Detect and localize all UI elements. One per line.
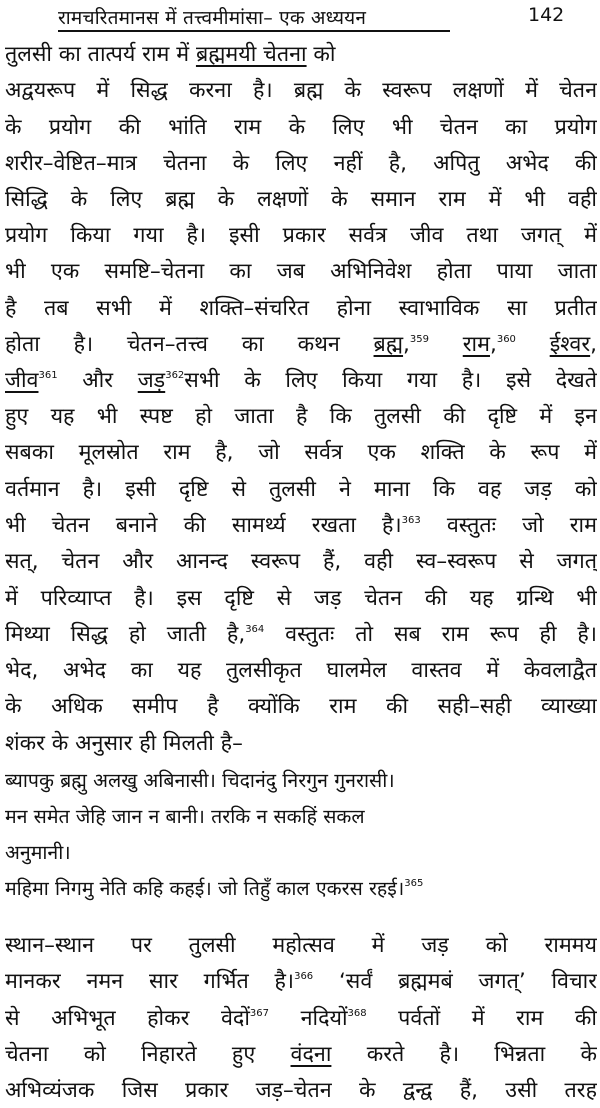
text-segment: , [590, 332, 597, 357]
text-segment: भी एक समष्टि–चेतना का जब अभिनिवेश होता पाया जाता [5, 259, 597, 284]
verse-line [5, 872, 597, 906]
text-line [5, 545, 597, 579]
text-line [5, 147, 597, 181]
text-line [5, 1074, 597, 1108]
text-line [5, 473, 597, 507]
footnote-ref: 361 [38, 370, 58, 381]
text-line [5, 255, 597, 289]
footnote-ref: 363 [401, 515, 421, 526]
footnote-ref: 364 [245, 624, 265, 635]
footnote-ref: 362 [165, 370, 185, 381]
underlined-term: राम [462, 332, 490, 357]
text-line [5, 1038, 597, 1072]
text-line [5, 400, 597, 434]
text-segment: ब्यापकु ब्रह्मु अलखु अबिनासी। चिदानंदु निरगुन गुनरासी। [5, 769, 395, 792]
text-line [5, 582, 597, 616]
text-segment: शरीर–वेष्टित–मात्र चेतना के लिए नहीं है, अपितु अभेद की [5, 151, 597, 176]
text-segment: ‘सर्वं ब्रह्ममबं जगत्’ विचार [313, 969, 597, 994]
footnote-ref: 365 [404, 878, 424, 889]
text-segment: पर्वतों में राम की [366, 1006, 597, 1031]
text-segment: अनुमानी। [5, 841, 71, 864]
page-header [0, 0, 600, 34]
text-segment: के अधिक समीप है क्योंकि राम की सही–सही व्याख्या [5, 694, 597, 719]
text-line [5, 328, 597, 362]
text-line [5, 111, 597, 145]
text-segment: वस्तुतः तो सब राम रूप ही है। [264, 622, 597, 647]
text-segment: स्थान–स्थान पर तुलसी महोत्सव में जड़ को राममय [5, 933, 597, 958]
text-line [5, 183, 597, 217]
footnote-ref: 360 [496, 334, 516, 345]
text-segment: चेतना को निहारते हुए [5, 1042, 291, 1067]
text-segment: होता है। चेतन–तत्त्व का कथन [5, 332, 374, 357]
underlined-term: ब्रह्म [373, 332, 404, 357]
text-segment: हुए यह भी स्पष्ट हो जाता है कि तुलसी की दृष्टि में इन [5, 404, 597, 429]
text-line [5, 364, 597, 398]
text-segment: के प्रयोग की भांति राम के लिए भी चेतन का प्रयोग [5, 115, 597, 140]
text-segment: महिमा निगमु नेति कहि कहई। जो तिहुँ काल एकरस रहई। [5, 877, 405, 900]
text-line [5, 690, 597, 724]
text-segment: नदियों [269, 1006, 348, 1031]
footnote-ref: 367 [249, 1008, 270, 1019]
text-line [5, 436, 597, 470]
text-segment: भी चेतन बनाने की सामर्थ्य रखता है। [5, 513, 402, 538]
text-segment: तुलसी का तात्पर्य राम में [5, 42, 196, 67]
underlined-term: ब्रह्ममयी चेतना [195, 42, 307, 67]
footnote-ref: 366 [294, 971, 314, 982]
footnote-ref: 368 [347, 1008, 367, 1019]
text-segment: प्रयोग किया गया है। इसी प्रकार सर्वत्र जीव तथा जगत् में [5, 223, 597, 248]
text-line [5, 965, 597, 999]
text-line [5, 219, 597, 253]
underlined-term: जीव [5, 368, 39, 393]
text-segment: सत्, चेतन और आनन्द स्वरूप हैं, वही स्व–स्वरूप से जगत् [5, 549, 597, 574]
underlined-term: जड़ [137, 368, 166, 393]
underlined-term: वंदना [290, 1042, 332, 1067]
text-segment: अभिव्यंजक जिस प्रकार जड़–चेतन के द्वन्द्व हैं, उसी तरह [5, 1078, 597, 1103]
text-segment: वस्तुतः जो राम [420, 513, 597, 538]
text-segment: है तब सभी में शक्ति–संचरित होना स्वाभाविक सा प्रतीत [5, 296, 597, 321]
header-underline [58, 30, 450, 32]
text-segment: भेद, अभेद का यह तुलसीकृत घालमेल वास्तव में केवलाद्वैत [5, 658, 597, 683]
text-segment: सिद्धि के लिए ब्रह्म के लक्षणों के समान राम में भी वही [5, 187, 597, 212]
text-segment: में परिव्याप्त है। इस दृष्टि से जड़ चेतन की यह ग्रन्थि भी [5, 586, 597, 611]
text-segment: शंकर के अनुसार ही मिलती है– [5, 731, 243, 756]
text-segment: और [57, 368, 138, 393]
text-segment: मन समेत जेहि जान न बानी। तरकि न सकहिं सकल [5, 805, 365, 828]
text-line [5, 929, 597, 963]
text-line [5, 654, 597, 688]
text-segment: करते है। भिन्नता के [331, 1042, 597, 1067]
verse-line [5, 800, 597, 834]
text-segment: मानकर नमन सार गर्भित है। [5, 969, 295, 994]
verse-line [5, 836, 597, 870]
text-segment: वर्तमान है। इसी दृष्टि से तुलसी ने माना कि वह जड़ को [5, 477, 597, 502]
page-number: 142 [528, 4, 565, 26]
text-segment: सबका मूलस्रोत राम है, जो सर्वत्र एक शक्ति के रूप में [5, 440, 597, 465]
text-segment: , [489, 332, 497, 357]
running-title: रामचरितमानस में तत्त्वमीमांसा– एक अध्ययन [58, 7, 367, 29]
underlined-term: ईश्वर [549, 332, 591, 357]
text-line [5, 618, 597, 652]
text-segment: से अभिभूत होकर वेदों [5, 1006, 250, 1031]
text-segment: अद्वयरूप में सिद्ध करना है। ब्रह्म के स्वरूप लक्षणों में चेतन [5, 78, 597, 103]
verse-line [5, 764, 597, 798]
text-line [5, 509, 597, 543]
text-line [5, 1002, 597, 1036]
text-segment [429, 332, 463, 357]
text-segment: मिथ्या सिद्ध हो जाती है, [5, 622, 246, 647]
text-line [5, 74, 597, 108]
text-segment [516, 332, 550, 357]
text-segment: , [403, 332, 410, 357]
text-line [5, 292, 597, 326]
text-segment: को [306, 42, 336, 67]
text-segment: सभी के लिए किया गया है। इसे देखते [184, 368, 597, 393]
text-line [5, 38, 597, 72]
footnote-ref: 359 [409, 334, 429, 345]
text-line [5, 727, 597, 761]
